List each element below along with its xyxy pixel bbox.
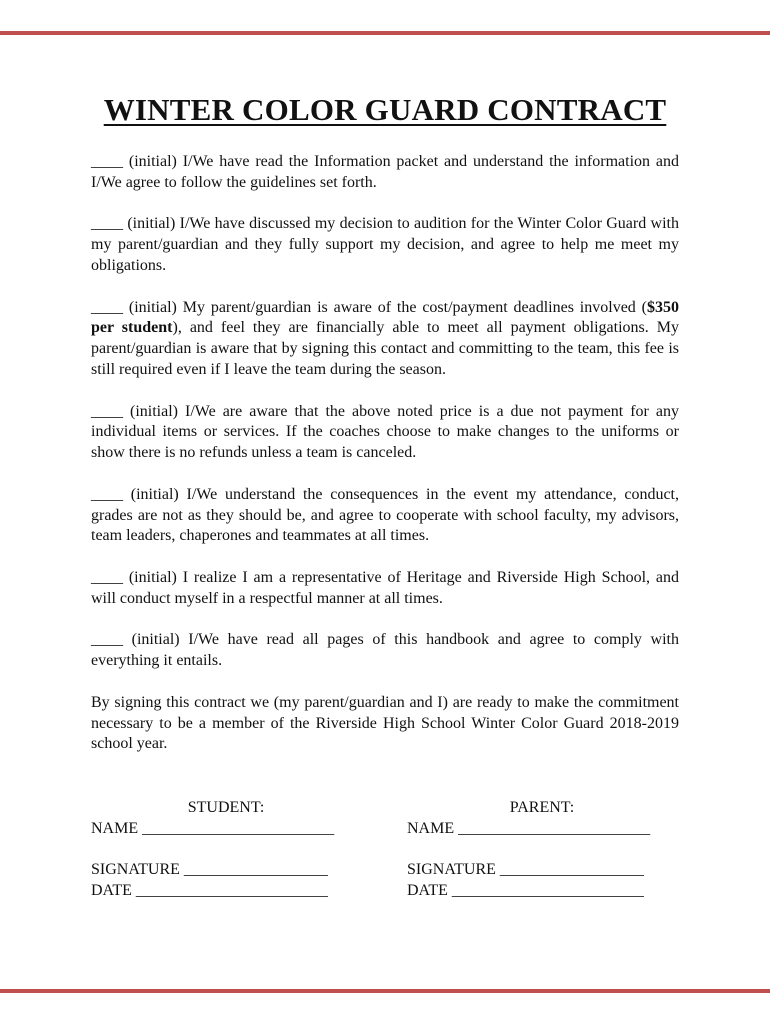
clause-information-packet: ____ (initial) I/We have read the Information packet and understand the information and I/We agree to follow the guidelines set forth. xyxy=(91,153,679,191)
clause-representative: ____ (initial) I realize I am a representative of Heritage and Riverside High School, and will conduct myself in a respectful manner at all times. xyxy=(91,568,679,607)
parent-name-field: NAME ________________________ xyxy=(407,820,651,837)
top-rule xyxy=(0,31,770,35)
parent-signature-field: SIGNATURE __________________ xyxy=(407,861,644,878)
clause-payment: ____ (initial) My parent/guardian is aware of the cost/payment deadlines involved ($350 per student), and feel they are financially able to meet all payment obligations. My parent/guardian is aware that by signing this contact and committing to the team, this fee is still required even if I leave the team during the season. xyxy=(91,298,679,378)
student-name-field: NAME ________________________ xyxy=(91,820,335,837)
parent-signature-column xyxy=(407,797,697,901)
parent-heading: PARENT: xyxy=(509,799,575,816)
contract-body xyxy=(91,152,679,776)
bottom-rule xyxy=(0,989,770,993)
clause-conduct: ____ (initial) I/We understand the consequences in the event my attendance, conduct, grades are not as they should be, and agree to cooperate with school faculty, my advisors, team leaders, chaperones and teammates at all times. xyxy=(91,485,679,545)
price-emphasis: $350 per student xyxy=(91,298,679,337)
clause-audition-support: ____ (initial) I/We have discussed my decision to audition for the Winter Color Guard with my parent/guardian and they fully support my decision, and agree to help me meet my obligations. xyxy=(91,215,679,274)
closing-statement: By signing this contract we (my parent/guardian and I) are ready to make the commitment necessary to be a member of the Riverside High School Winter Color Guard 2018-2019 school year. xyxy=(91,693,679,753)
student-signature-column xyxy=(91,797,381,901)
document-title: WINTER COLOR GUARD CONTRACT xyxy=(103,92,667,127)
clause-no-refunds: ____ (initial) I/We are aware that the above noted price is a due not payment for any individual items or services. If the coaches choose to make changes to the uniforms or show there is no refunds unless a team is canceled. xyxy=(91,402,679,462)
student-heading: STUDENT: xyxy=(187,799,265,816)
student-signature-field: SIGNATURE __________________ xyxy=(91,861,328,878)
student-date-field: DATE ________________________ xyxy=(91,882,328,899)
clause-handbook: ____ (initial) I/We have read all pages of this handbook and agree to comply with everything it entails. xyxy=(91,631,679,670)
parent-date-field: DATE ________________________ xyxy=(407,882,644,899)
